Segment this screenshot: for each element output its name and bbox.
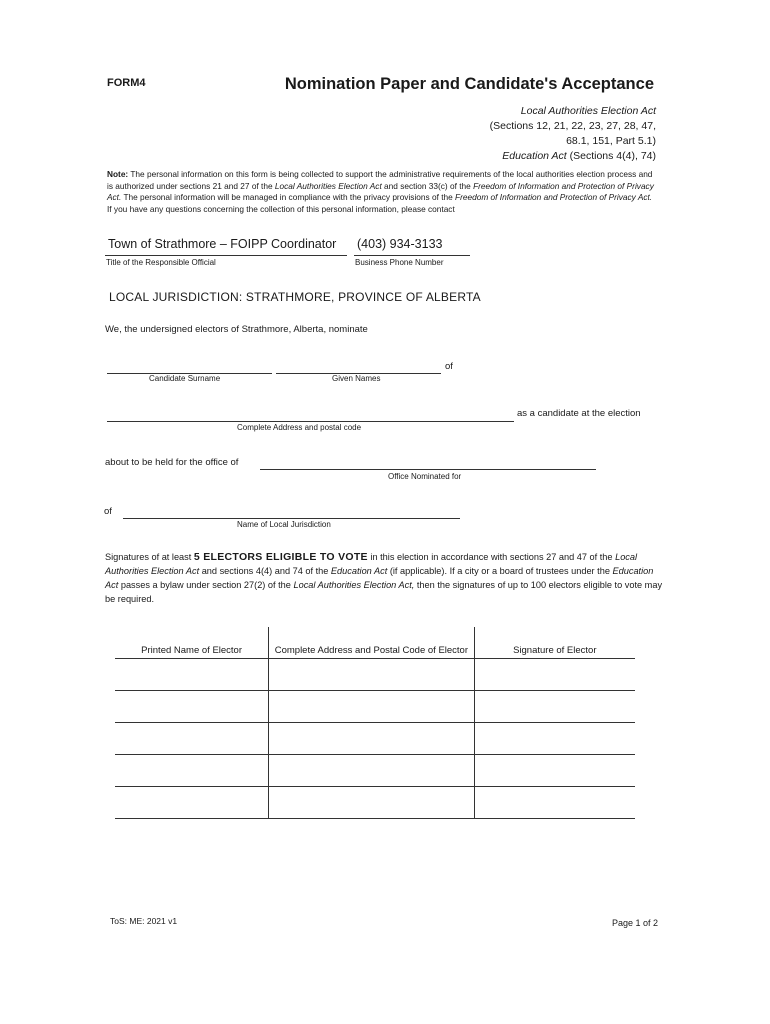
election-candidate-text: as a candidate at the election <box>517 408 641 419</box>
nominate-statement: We, the undersigned electors of Strathmore, Alberta, nominate <box>105 324 368 335</box>
signature-cell[interactable] <box>474 659 635 691</box>
signature-cell[interactable] <box>474 723 635 755</box>
address-cell[interactable] <box>269 659 474 691</box>
given-names-caption: Given Names <box>332 374 381 383</box>
table-row <box>115 755 635 787</box>
responsible-official-line <box>105 255 347 256</box>
of-label-2: of <box>104 506 112 517</box>
office-nominated-caption: Office Nominated for <box>388 472 462 481</box>
table-row <box>115 691 635 723</box>
table-row <box>115 787 635 819</box>
phone-number-line <box>354 255 470 256</box>
table-row <box>115 659 635 691</box>
column-address: Complete Address and Postal Code of Elector <box>269 627 474 659</box>
column-printed-name: Printed Name of Elector <box>115 627 269 659</box>
privacy-note: Note: The personal information on this form is being collected to support the administrative requirements of the local authorities election process and is authorized under sections 21 and 27 of the Local Authorities Election Act and section 33(c) of the Freedom of Information and Protection of Privacy Act. The personal information will be managed in compliance with the privacy provisions of the Freedom of Information and Protection of Privacy Act. If you have any questions concerning the collection of this personal information, please contact <box>107 169 654 214</box>
of-label: of <box>445 361 453 372</box>
signature-cell[interactable] <box>474 755 635 787</box>
address-cell[interactable] <box>269 723 474 755</box>
act-sections-line: (Sections 12, 21, 22, 23, 27, 28, 47, <box>489 120 656 132</box>
column-signature: Signature of Elector <box>474 627 635 659</box>
printed-name-cell[interactable] <box>115 723 269 755</box>
office-nominated-field[interactable] <box>260 469 596 470</box>
office-lead-text: about to be held for the office of <box>105 457 239 468</box>
printed-name-cell[interactable] <box>115 659 269 691</box>
signature-cell[interactable] <box>474 787 635 819</box>
candidate-address-field[interactable] <box>107 421 514 422</box>
phone-number-caption: Business Phone Number <box>355 258 444 267</box>
jurisdiction-heading: LOCAL JURISDICTION: STRATHMORE, PROVINCE OF ALBERTA <box>109 290 481 304</box>
address-cell[interactable] <box>269 691 474 723</box>
printed-name-cell[interactable] <box>115 755 269 787</box>
local-jurisdiction-caption: Name of Local Jurisdiction <box>237 520 331 529</box>
elector-signatures-table <box>115 627 635 819</box>
responsible-official-caption: Title of the Responsible Official <box>106 258 216 267</box>
phone-number-value: (403) 934-3133 <box>357 237 443 251</box>
page-number: Page 1 of 2 <box>611 918 658 928</box>
page-title: Nomination Paper and Candidate's Acceptance <box>284 75 654 93</box>
legislation-references <box>490 104 656 164</box>
act-reference-line: Local Authorities Election Act <box>520 105 656 117</box>
address-cell[interactable] <box>269 755 474 787</box>
education-act-line: Education Act (Sections 4(4), 74) <box>502 150 656 162</box>
local-jurisdiction-field[interactable] <box>123 518 460 519</box>
candidate-surname-caption: Candidate Surname <box>149 374 221 383</box>
printed-name-cell[interactable] <box>115 787 269 819</box>
act-sections-line-2: 68.1, 151, Part 5.1) <box>566 135 656 147</box>
form-version: ToS: ME: 2021 v1 <box>110 916 178 926</box>
table-header-row <box>115 627 635 659</box>
responsible-official-value: Town of Strathmore – FOIPP Coordinator <box>108 237 337 251</box>
table-row <box>115 723 635 755</box>
printed-name-cell[interactable] <box>115 691 269 723</box>
candidate-address-caption: Complete Address and postal code <box>237 423 362 432</box>
signatures-requirement-text: Signatures of at least 5 ELECTORS ELIGIBLE TO VOTE in this election in accordance with sections 27 and 47 of the Local Authorities Election Act and sections 4(4) and 74 of the Education Act (if applicable). If a city or a board of trustees under the Education Act passes a bylaw under section 27(2) of the Local Authorities Election Act, then the signatures of up to 100 electors eligible to vote may be required. <box>105 551 663 604</box>
form-number: FORM4 <box>107 77 146 89</box>
signature-cell[interactable] <box>474 691 635 723</box>
elector-rows <box>115 659 635 819</box>
address-cell[interactable] <box>269 787 474 819</box>
